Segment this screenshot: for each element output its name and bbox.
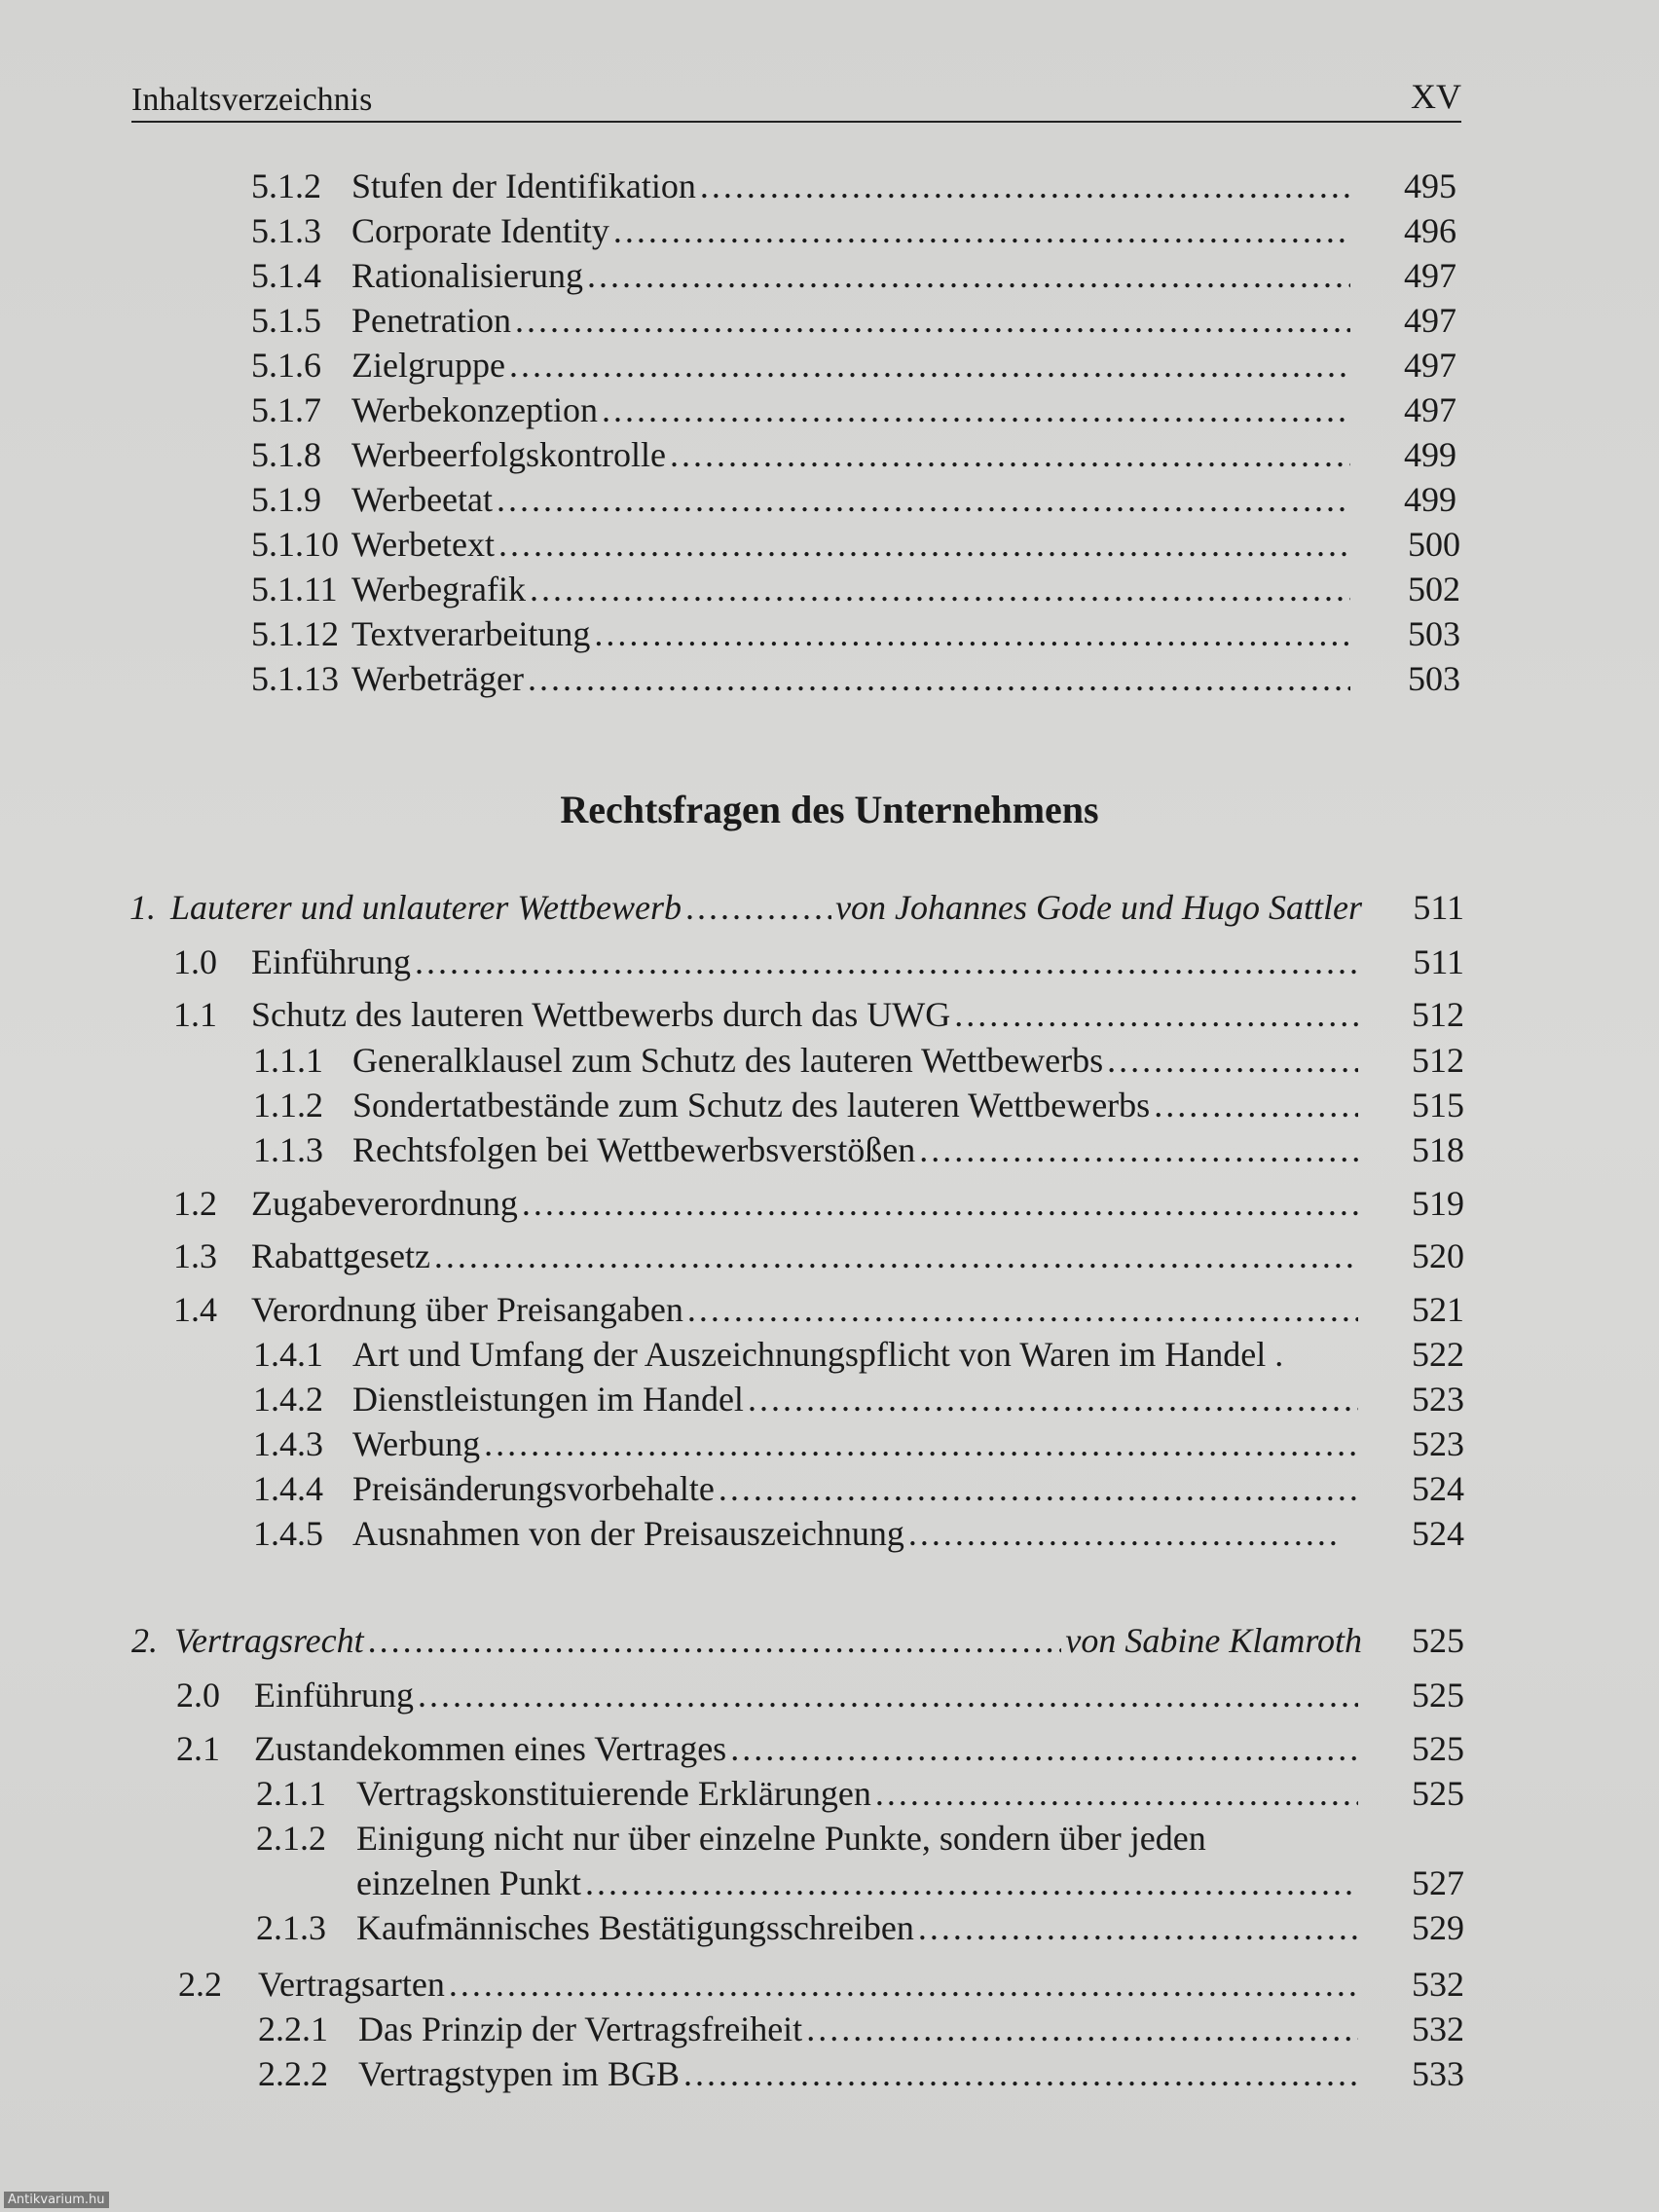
entry-page: 497	[1404, 346, 1456, 385]
entry-title: Werbeetat	[351, 480, 494, 519]
entry-number: 5.1.4	[251, 256, 321, 295]
entry-page: 512	[1412, 995, 1464, 1034]
entry-page: 529	[1412, 1908, 1464, 1947]
entry-page: 503	[1408, 614, 1460, 653]
entry-number: 2.1	[176, 1729, 220, 1768]
toc-entry	[176, 1726, 1464, 1771]
entry-number: 2.1.2	[256, 1819, 326, 1858]
toc-entry	[253, 1466, 1464, 1511]
toc-entry	[253, 1332, 1464, 1377]
entry-number: 2.2	[178, 1965, 222, 2004]
entry-page: 522	[1412, 1335, 1464, 1374]
entry-title: Generalklausel zum Schutz des lauteren Wettbewerbs	[352, 1041, 1104, 1080]
chapter-heading	[131, 1618, 1464, 1663]
watermark: Antikvarium.hu	[4, 2192, 109, 2208]
entry-title: Verordnung über Preisangaben	[251, 1290, 683, 1329]
entry-page: 524	[1412, 1469, 1464, 1508]
toc-entry	[253, 1038, 1464, 1083]
entry-title: Zustandekommen eines Vertrages	[254, 1729, 727, 1768]
toc-entry	[251, 208, 1456, 253]
entry-title: Einführung	[254, 1676, 414, 1714]
entry-number: 1.4	[173, 1290, 217, 1329]
entry-number: 1.4.2	[253, 1380, 323, 1419]
toc-entry	[258, 2007, 1464, 2051]
entry-number: 5.1.6	[251, 346, 321, 385]
entry-title: Dienstleistungen im Handel	[352, 1380, 744, 1419]
entry-page: 497	[1404, 390, 1456, 429]
toc-entry	[253, 1377, 1464, 1421]
section-heading: Rechtsfragen des Unternehmens	[560, 788, 1099, 831]
entry-number: 1.1	[173, 995, 217, 1034]
entry-number: 1.3	[173, 1236, 217, 1275]
entry-title: Das Prinzip der Vertragsfreiheit	[358, 2009, 803, 2048]
entry-title-continued: einzelnen Punkt	[356, 1863, 581, 1902]
entry-number: 1.0	[173, 942, 217, 981]
entry-title: Werbung	[352, 1424, 481, 1463]
entry-title: Einführung	[251, 942, 411, 981]
chapter-page: 525	[1412, 1621, 1464, 1660]
entry-number: 1.4.4	[253, 1469, 323, 1508]
entry-number: 1.1.2	[253, 1086, 323, 1124]
entry-number: 1.4.5	[253, 1514, 323, 1553]
entry-title: Textverarbeitung	[351, 614, 591, 653]
toc-entry	[173, 992, 1464, 1037]
toc-entry-continuation	[256, 1861, 1464, 1905]
entry-number: 1.1.3	[253, 1130, 323, 1169]
toc-entry	[251, 387, 1456, 432]
entry-number: 2.2.2	[258, 2054, 328, 2093]
entry-title: Rabattgesetz	[251, 1236, 430, 1275]
entry-title: Werbeerfolgskontrolle	[351, 435, 666, 474]
entry-number: 5.1.2	[251, 166, 321, 205]
entry-page: 521	[1412, 1290, 1464, 1329]
entry-page: 519	[1412, 1184, 1464, 1223]
entry-page: 518	[1412, 1130, 1464, 1169]
entry-page: 525	[1412, 1729, 1464, 1768]
toc-entry	[173, 1234, 1464, 1278]
toc-entry	[251, 343, 1456, 387]
entry-number: 5.1.11	[251, 570, 338, 608]
toc-entry	[173, 1181, 1464, 1226]
entry-page: 495	[1404, 166, 1456, 205]
entry-title: Rechtsfolgen bei Wettbewerbsverstößen	[352, 1130, 916, 1169]
entry-page: 525	[1412, 1774, 1464, 1813]
entry-title: Zugabeverordnung	[251, 1184, 518, 1223]
chapter-author: von Johannes Gode und Hugo Sattler	[835, 888, 1362, 927]
entry-title: Werbeträger	[351, 659, 524, 698]
entry-title: Stufen der Identifikation	[351, 166, 696, 205]
entry-title: Preisänderungsvorbehalte	[352, 1469, 715, 1508]
chapter-author: von Sabine Klamroth	[1065, 1621, 1362, 1660]
entry-number: 2.1.3	[256, 1908, 326, 1947]
toc-entry	[251, 522, 1460, 567]
toc-entry	[251, 164, 1456, 208]
entry-number: 1.4.3	[253, 1424, 323, 1463]
chapter-number: 1.	[129, 888, 156, 927]
entry-page: 525	[1412, 1676, 1464, 1714]
entry-page: 524	[1412, 1514, 1464, 1553]
toc-entry	[251, 253, 1456, 298]
entry-title: Werbekonzeption	[351, 390, 599, 429]
toc-entry	[253, 1127, 1464, 1172]
entry-title: Sondertatbestände zum Schutz des lauteren Wettbewerbs	[352, 1086, 1151, 1124]
entry-number: 5.1.12	[251, 614, 339, 653]
toc-entry	[251, 611, 1460, 656]
toc-entry	[176, 1673, 1464, 1717]
entry-title: Schutz des lauteren Wettbewerbs durch das UWG	[251, 995, 951, 1034]
toc-entry	[251, 656, 1460, 701]
entry-title: Kaufmännisches Bestätigungsschreiben	[356, 1908, 914, 1947]
chapter-number: 2.	[131, 1621, 158, 1660]
entry-page: 512	[1412, 1041, 1464, 1080]
toc-entry	[253, 1511, 1464, 1556]
entry-number: 2.0	[176, 1676, 220, 1714]
entry-page: 500	[1408, 525, 1460, 564]
toc-entry	[256, 1816, 1464, 1861]
entry-title: Vertragstypen im BGB	[358, 2054, 680, 2093]
chapter-heading	[129, 885, 1464, 930]
entry-number: 2.2.1	[258, 2009, 328, 2048]
entry-number: 5.1.5	[251, 301, 321, 340]
entry-title: Penetration	[351, 301, 511, 340]
entry-title: Vertragsarten	[258, 1965, 445, 2004]
entry-page: 523	[1412, 1424, 1464, 1463]
entry-page: 503	[1408, 659, 1460, 698]
entry-title: Corporate Identity	[351, 211, 609, 250]
chapter-page: 511	[1413, 888, 1464, 927]
toc-entry	[178, 1962, 1464, 2007]
entry-number: 1.4.1	[253, 1335, 323, 1374]
toc-entry	[256, 1771, 1464, 1816]
toc-entry	[173, 1287, 1464, 1332]
entry-page: 497	[1404, 256, 1456, 295]
entry-page: 520	[1412, 1236, 1464, 1275]
entry-page: 511	[1413, 942, 1464, 981]
entry-page: 496	[1404, 211, 1456, 250]
entry-page: 499	[1404, 480, 1456, 519]
entry-title: Werbegrafik	[351, 570, 526, 608]
toc-entry	[253, 1083, 1464, 1127]
entry-page: 532	[1412, 2009, 1464, 2048]
entry-page: 532	[1412, 1965, 1464, 2004]
entry-number: 1.1.1	[253, 1041, 323, 1080]
toc-entry	[251, 477, 1456, 522]
entry-number: 5.1.9	[251, 480, 321, 519]
toc-entry	[251, 432, 1456, 477]
entry-title: Rationalisierung	[351, 256, 583, 295]
header-page-number: XV	[1411, 77, 1461, 116]
entry-page: 497	[1404, 301, 1456, 340]
entry-title: Einigung nicht nur über einzelne Punkte, sondern über jeden	[356, 1819, 1206, 1858]
toc-entry	[256, 1905, 1464, 1950]
entry-page: 515	[1412, 1086, 1464, 1124]
entry-page: 502	[1408, 570, 1460, 608]
entry-title: Art und Umfang der Auszeichnungspflicht von Waren im Handel .	[352, 1335, 1284, 1374]
entry-page: 533	[1412, 2054, 1464, 2093]
running-header	[131, 76, 1461, 123]
entry-page: 527	[1412, 1863, 1464, 1902]
toc-entry	[173, 940, 1464, 984]
entry-title: Vertragskonstituierende Erklärungen	[356, 1774, 871, 1813]
entry-page: 499	[1404, 435, 1456, 474]
header-title: Inhaltsverzeichnis	[131, 82, 373, 118]
chapter-title: Vertragsrecht	[174, 1621, 364, 1660]
toc-entry	[253, 1421, 1464, 1466]
toc-entry	[251, 298, 1456, 343]
entry-number: 5.1.13	[251, 659, 339, 698]
chapter-title: Lauterer und unlauterer Wettbewerb	[170, 888, 682, 927]
entry-page: 523	[1412, 1380, 1464, 1419]
entry-number: 5.1.10	[251, 525, 339, 564]
entry-number: 1.2	[173, 1184, 217, 1223]
entry-title: Zielgruppe	[351, 346, 505, 385]
entry-number: 5.1.7	[251, 390, 321, 429]
toc-entry	[258, 2051, 1464, 2096]
entry-number: 5.1.3	[251, 211, 321, 250]
entry-number: 2.1.1	[256, 1774, 326, 1813]
entry-title: Ausnahmen von der Preisauszeichnung	[352, 1514, 904, 1553]
entry-title: Werbetext	[351, 525, 496, 564]
toc-entry	[251, 567, 1460, 611]
entry-number: 5.1.8	[251, 435, 321, 474]
